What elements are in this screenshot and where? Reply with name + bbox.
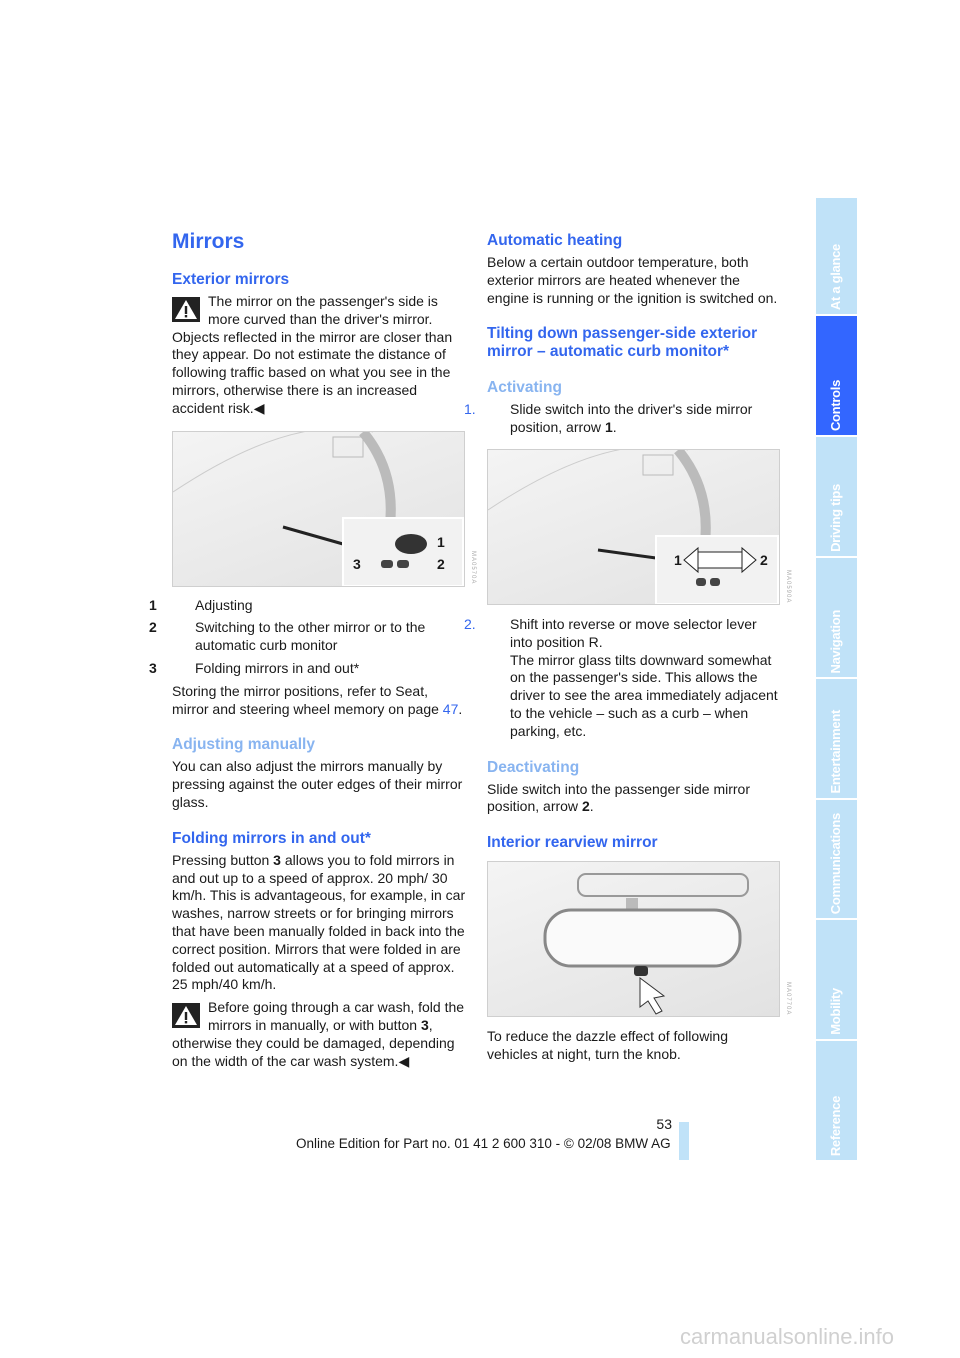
heating-text: Below a certain outdoor temperature, both exterior mirrors are heated whenever the engine is running or the ignition is switched on. [487,254,778,306]
interior-mirror-text: To reduce the dazzle effect of following vehicles at night, turn the knob. [487,1028,729,1062]
warning-icon [172,1003,200,1028]
tilting-heading: Tilting down passenger-side exterior mirror – automatic curb monitor* [487,325,758,361]
watermark: carmanualsonline.info [680,1324,895,1349]
figure-curb-monitor-switch [487,449,791,605]
callout-2: 2 [437,555,445,572]
tab-communications[interactable]: Communications [816,800,857,918]
warning-icon [172,297,200,322]
warning-note [172,293,466,418]
folding-heading: Folding mirrors in and out* [172,829,371,847]
folding-text: Pressing button 3 allows you to fold mirrors in and out up to a speed of approx. 20 mph/ 30 km/h. This is advantageous, for example, in car washes, narrow streets or for bringing mirrors that have been manually folded in back into the correct position. Mirrors that were folded in are folded out automatically at a speed of approx. 25 mph/40 km/h. [172,851,466,993]
page-title: Mirrors [172,230,245,253]
deactivating-text: Slide switch into the passenger side mirror position, arrow 2. [487,780,751,815]
tab-reference[interactable]: Reference [816,1041,857,1160]
automatic-heating-heading: Automatic heating [487,232,623,249]
legend-item: 2 Switching to the other mirror or to the automatic curb monitor [149,619,426,654]
callout-2: 2 [760,551,768,568]
carwash-warning [172,999,466,1070]
exterior-mirrors-heading: Exterior mirrors [172,271,290,288]
warning-text: The mirror on the passenger's side is more curved than the driver's mirror. Objects reflected in the mirror are closer than they appear. Do not estimate the distance of following traffic based on what you see in the mirrors, otherwise there is an increased accident risk.◀ [172,293,453,416]
figure-code: MA0570A [470,551,476,585]
callout-1: 1 [437,533,445,550]
figure-code: MA0770A [785,981,791,1016]
activating-heading: Activating [487,379,562,397]
interior-mirror-illustration [488,862,780,1017]
tab-entertainment[interactable]: Entertainment [816,679,857,798]
figure-code: MA0590A [785,569,791,603]
tab-navigation[interactable]: Navigation [816,558,857,677]
adjusting-manually-heading: Adjusting manually [172,736,315,754]
callout-1: 1 [674,551,682,568]
tab-driving-tips[interactable]: Driving tips [816,437,857,556]
legend-item: 1 Adjusting [149,596,253,613]
page-link[interactable]: 47 [442,700,459,717]
curb-switch-illustration [488,450,780,605]
interior-mirror-heading: Interior rearview mirror [487,834,658,852]
tab-controls[interactable]: Controls [816,316,857,435]
step-2: 2. Shift into reverse or move selector lever into position R. The mirror glass tilts downward somewhat on the passenger's side. This allows the driver to see the area immediately adjacent to the vehicle – such as a curb – when parking, etc. [464,615,778,739]
adjusting-text: You can also adjust the mirrors manually by pressing against the outer edges of their mirror glass. [172,758,463,810]
page-number: 53 [656,1116,672,1132]
page-marker [679,1122,689,1160]
step-1: 1. Slide switch into the driver's side mirror position, arrow 1. [464,401,753,436]
figure-mirror-switch [172,431,476,587]
tab-at-a-glance[interactable]: At a glance [816,198,857,314]
mirror-switch-illustration [173,432,465,587]
carwash-warning-text: Before going through a car wash, fold the mirrors in manually, or with button 3, otherwise they could be damaged, depending on the width of the car wash system.◀ [172,999,465,1069]
edition-footer: Online Edition for Part no. 01 41 2 600 310 - © 02/08 BMW AG [296,1136,671,1151]
storing-text: Storing the mirror positions, refer to Seat, mirror and steering wheel memory on page 47. [172,682,463,717]
figure-interior-mirror [487,861,791,1017]
left-column [149,230,476,1070]
callout-3: 3 [353,555,361,572]
legend-item: 3 Folding mirrors in and out* [149,659,360,676]
tab-mobility[interactable]: Mobility [816,920,857,1039]
deactivating-heading: Deactivating [487,758,580,776]
